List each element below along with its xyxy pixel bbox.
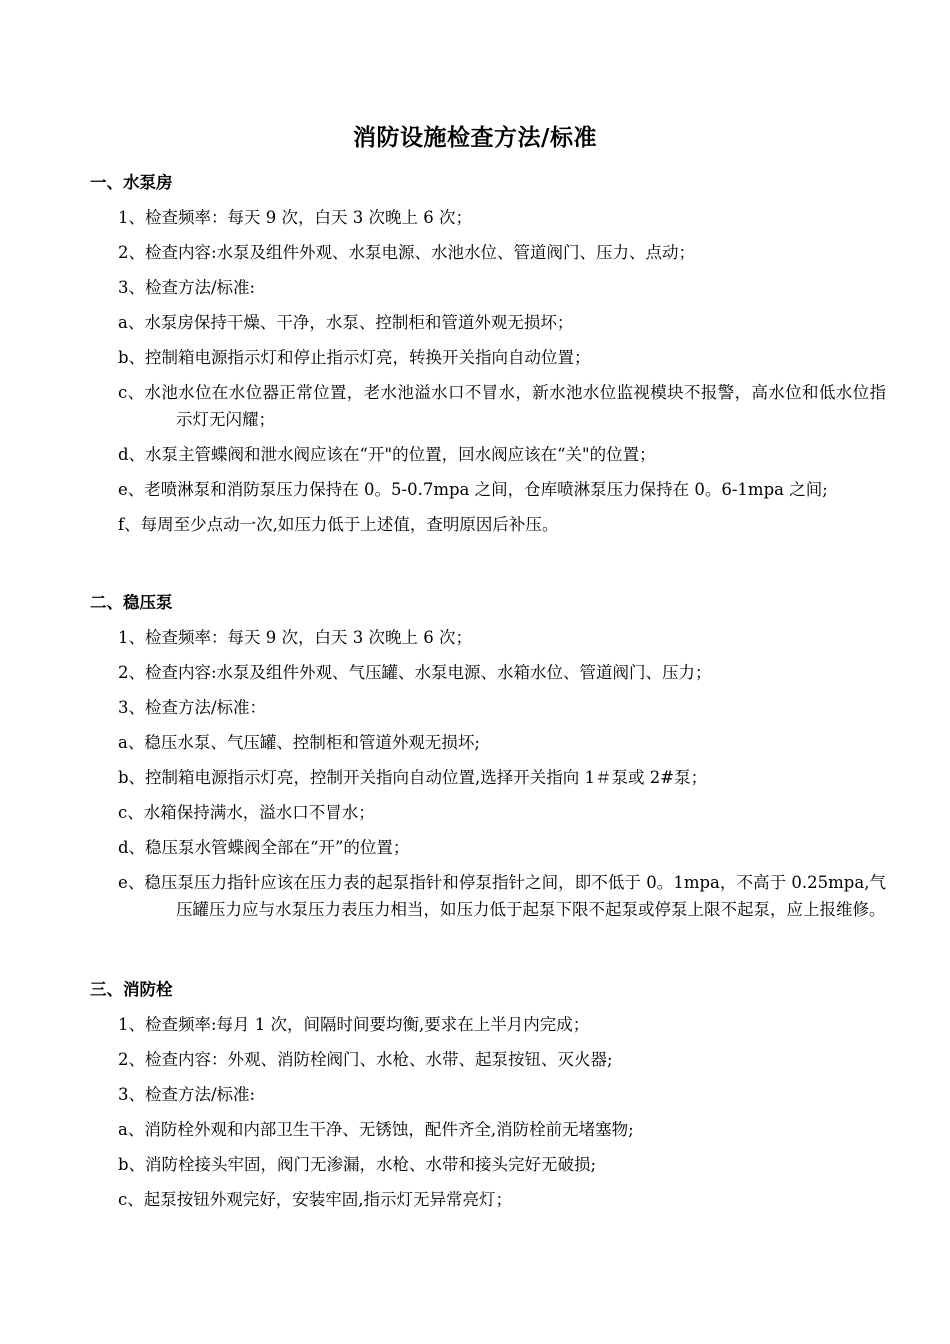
list-item: 2、检查内容:水泵及组件外观、气压罐、水泵电源、水箱水位、管道阀门、压力； (118, 663, 712, 682)
section-heading: 二、稳压泵 (90, 593, 173, 612)
section-pump-room (90, 165, 886, 542)
list-item-text: c、水池水位在水位器正常位置，老水池溢水口不冒水，新水池水位监视模块不报警，高水位和低水位指示灯无闪耀； (118, 383, 886, 429)
list-item: d、水泵主管蝶阀和泄水阀应该在“开"的位置，回水阀应该在“关"的位置； (118, 445, 656, 464)
list-item: 3、检查方法/标准： (118, 698, 267, 717)
list-item: 2、检查内容:水泵及组件外观、水泵电源、水池水位、管道阀门、压力、点动； (118, 243, 696, 262)
list-item: f、每周至少点动一次,如压力低于上述值，查明原因后补压。 (118, 515, 559, 534)
list-item: a、水泵房保持干燥、干净，水泵、控制柜和管道外观无损坏； (118, 313, 574, 332)
list-item (90, 375, 886, 437)
list-item: d、稳压泵水管蝶阀全部在“开”的位置； (118, 838, 410, 857)
list-item: 3、检查方法/标准: (118, 1085, 256, 1104)
list-item: 1、检查频率：每天 9 次，白天 3 次晚上 6 次； (118, 628, 472, 647)
list-item-text: e、老喷淋泵和消防泵压力保持在 0。5-0.7mpa 之间，仓库喷淋泵压力保持在 0。6-1mpa 之间; (118, 480, 828, 499)
list-item: b、控制箱电源指示灯和停止指示灯亮，转换开关指向自动位置； (118, 348, 591, 367)
list-item: 1、检查频率:每月 1 次，间隔时间要均衡,要求在上半月内完成； (118, 1015, 590, 1034)
list-item (90, 865, 886, 927)
list-item: a、消防栓外观和内部卫生干净、无锈蚀，配件齐全,消防栓前无堵塞物; (118, 1120, 634, 1139)
list-item: b、控制箱电源指示灯亮，控制开关指向自动位置,选择开关指向 1＃泵或 2#泵； (118, 768, 708, 787)
list-item: 3、检查方法/标准: (118, 278, 256, 297)
list-item-text: e、稳压泵压力指针应该在压力表的起泵指针和停泵指针之间，即不低于 0。1mpa，不高于 0.25mpa,气压罐压力应与水泵压力表压力相当，如压力低于起泵下限不起泵或停泵上限不起泵，应上报维修。 (118, 873, 886, 919)
list-item: 1、检查频率：每天 9 次，白天 3 次晚上 6 次； (118, 208, 472, 227)
section-heading: 三、消防栓 (90, 980, 173, 999)
section-heading: 一、水泵房 (90, 173, 173, 192)
list-item (90, 472, 870, 507)
list-item: c、起泵按钮外观完好，安装牢固,指示灯无异常亮灯； (118, 1190, 512, 1209)
section-fire-hydrant (90, 972, 870, 1217)
list-item: a、稳压水泵、气压罐、控制柜和管道外观无损坏; (118, 733, 480, 752)
page-title: 消防设施检查方法/标准 (353, 124, 597, 151)
list-item: c、水箱保持满水，溢水口不冒水； (118, 803, 375, 822)
list-item: 2、检查内容：外观、消防栓阀门、水枪、水带、起泵按钮、灭火器; (118, 1050, 613, 1069)
section-booster-pump (90, 585, 886, 927)
list-item: b、消防栓接头牢固，阀门无渗漏，水枪、水带和接头完好无破损; (118, 1155, 597, 1174)
